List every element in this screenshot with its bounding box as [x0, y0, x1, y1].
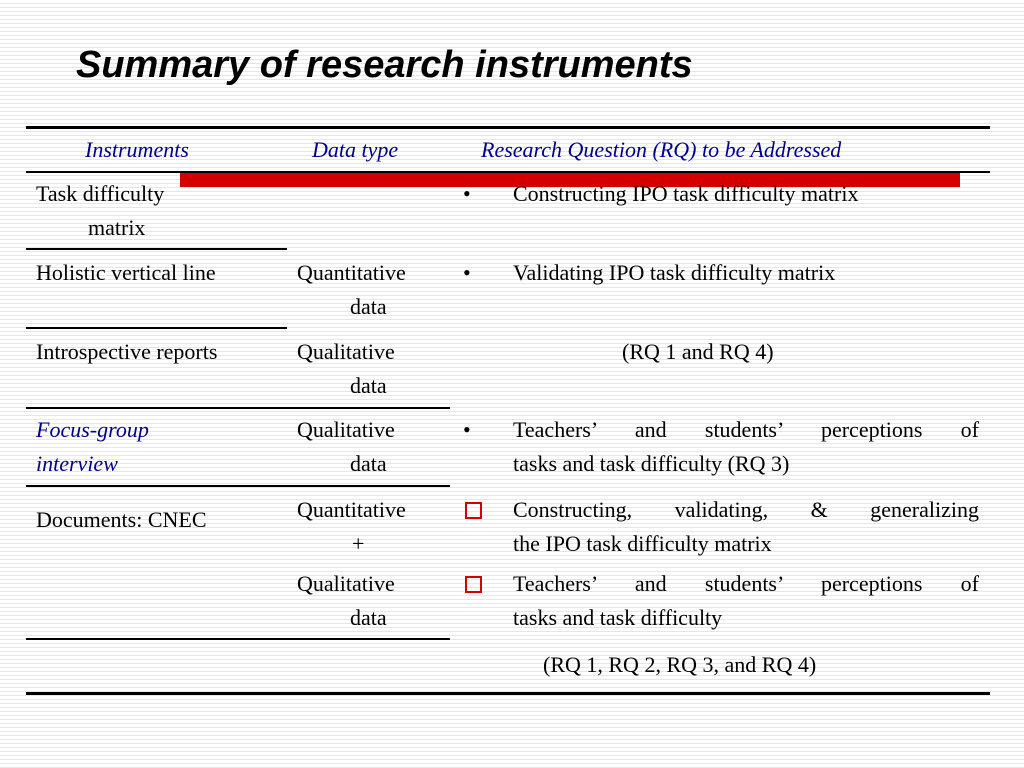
rq-group-2: (RQ 1, RQ 2, RQ 3, and RQ 4) — [543, 652, 817, 677]
bullet-icon: • — [463, 181, 471, 206]
rq-constructing-matrix: Constructing IPO task difficulty matrix — [513, 181, 859, 206]
rq-perceptions-2-cont: tasks and task difficulty — [513, 605, 723, 630]
rq-perceptions-2: Teachers’ and students’ perceptions of — [513, 571, 979, 596]
square-bullet-icon — [465, 576, 482, 593]
row-divider — [26, 485, 450, 487]
bullet-icon: • — [463, 417, 471, 442]
instrument-introspective: Introspective reports — [36, 339, 218, 364]
instrument-focus-group-cont: interview — [36, 451, 118, 476]
data-type-focus-cont: data — [350, 451, 387, 476]
rq-constructing-validating-generalizing-cont: the IPO task difficulty matrix — [513, 531, 772, 556]
slide-title: Summary of research instruments — [76, 44, 693, 86]
column-header-research-question: Research Question (RQ) to be Addressed — [481, 137, 842, 162]
table-bottom-rule — [26, 692, 990, 695]
instrument-task-difficulty: Task difficulty — [36, 181, 165, 206]
row-divider — [26, 248, 287, 250]
data-type-documents-qual: Qualitative — [297, 571, 395, 596]
rq-perceptions: Teachers’ and students’ perceptions of — [513, 417, 979, 442]
data-type-introspective-cont: data — [350, 373, 387, 398]
row-divider — [26, 407, 450, 409]
instrument-documents: Documents: CNEC — [36, 507, 207, 532]
instrument-focus-group: Focus-group — [36, 417, 149, 442]
square-bullet-icon — [465, 502, 482, 519]
data-type-holistic: Quantitative — [297, 260, 406, 285]
instrument-holistic-line: Holistic vertical line — [36, 260, 216, 285]
rq-constructing-validating-generalizing: Constructing, validating, & generalizing — [513, 497, 979, 522]
rq-group-1: (RQ 1 and RQ 4) — [622, 339, 774, 364]
data-type-holistic-cont: data — [350, 294, 387, 319]
column-header-instruments: Instruments — [85, 137, 189, 162]
row-divider — [26, 638, 450, 640]
data-type-documents: Quantitative — [297, 497, 406, 522]
bullet-icon: • — [463, 260, 471, 285]
row-divider — [26, 327, 287, 329]
data-type-documents-cont: data — [350, 605, 387, 630]
data-type-documents-plus: + — [352, 531, 365, 556]
rq-perceptions-cont: tasks and task difficulty (RQ 3) — [513, 451, 790, 476]
rq-validating-matrix: Validating IPO task difficulty matrix — [513, 260, 836, 285]
data-type-introspective: Qualitative — [297, 339, 395, 364]
table-top-rule — [26, 126, 990, 129]
instrument-task-difficulty-cont: matrix — [88, 215, 146, 240]
data-type-focus: Qualitative — [297, 417, 395, 442]
column-header-data-type: Data type — [312, 137, 399, 162]
